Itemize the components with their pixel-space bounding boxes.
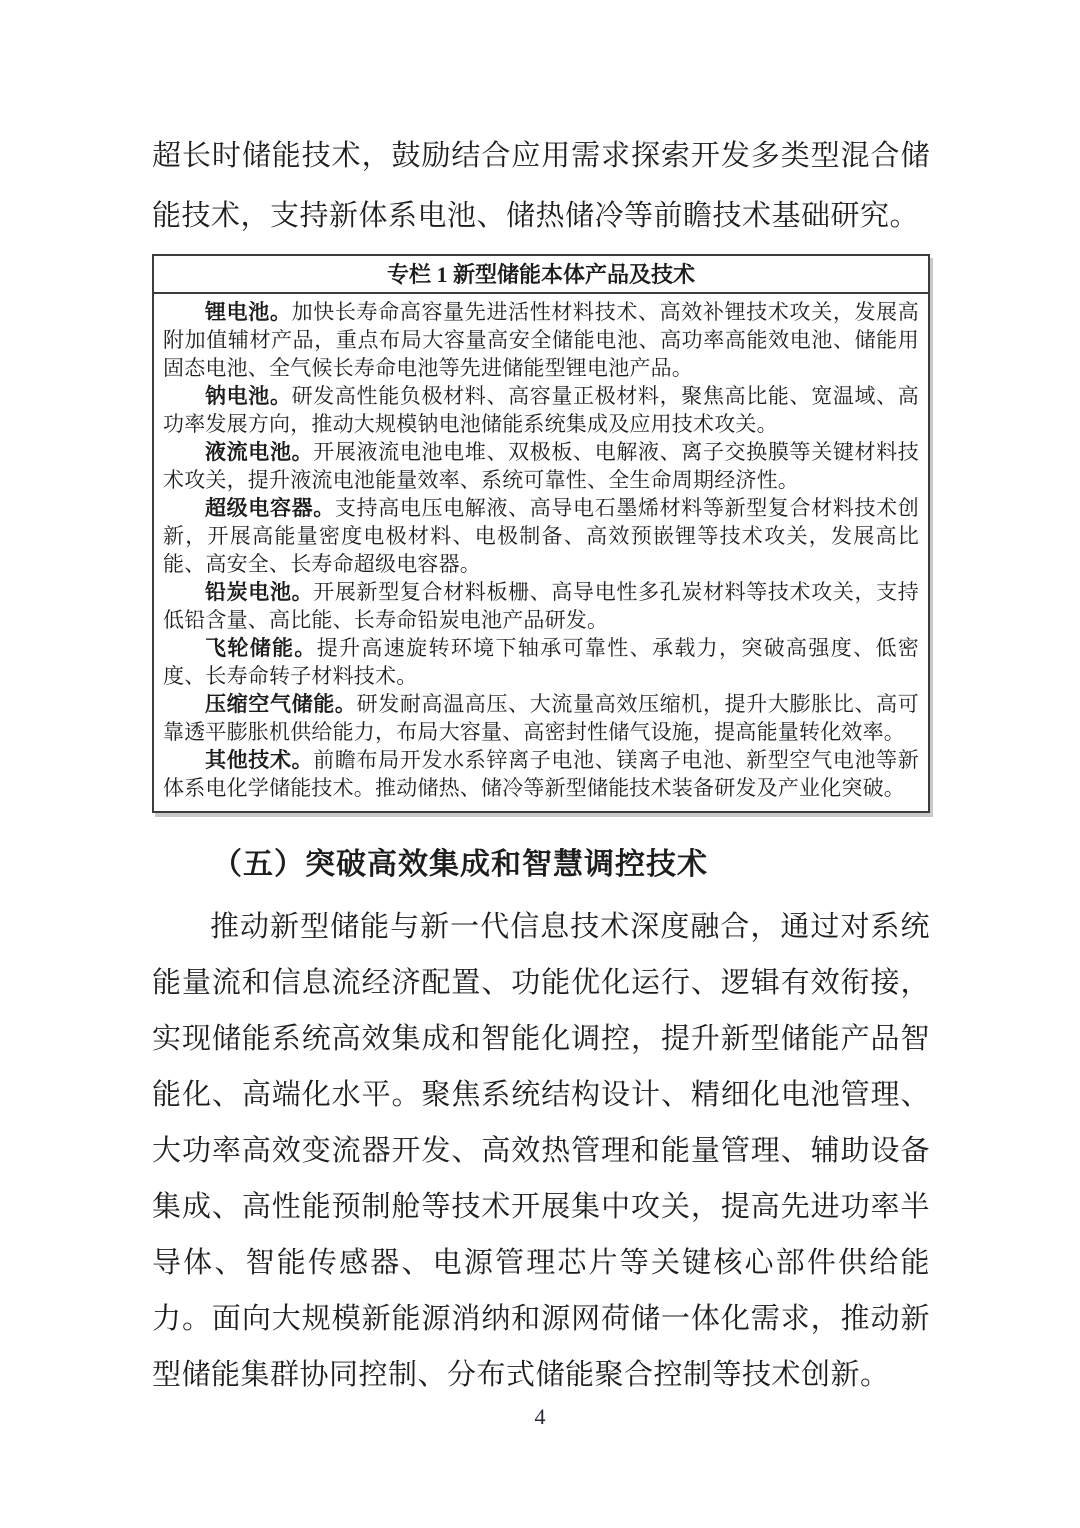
box-item-term: 飞轮储能。 bbox=[205, 636, 317, 660]
box-item-desc: 开展液流电池电堆、双极板、电解液、离子交换膜等关键材料技术攻关，提升液流电池能量效率、系统可靠性、全生命周期经济性。 bbox=[163, 440, 919, 492]
box-item-flywheel-storage bbox=[163, 634, 919, 690]
box-item-term: 其他技术。 bbox=[205, 748, 314, 772]
page-number: 4 bbox=[534, 1404, 546, 1429]
section-paragraph: 推动新型储能与新一代信息技术深度融合，通过对系统能量流和信息流经济配置、功能优化运行、逻辑有效衔接，实现储能系统高效集成和智能化调控，提升新型储能产品智能化、高端化水平。聚焦系统结构设计、精细化电池管理、大功率高效变流器开发、高效热管理和能量管理、辅助设备集成、高性能预制舱等技术开展集中攻关，提高先进功率半导体、智能传感器、电源管理芯片等关键核心部件供给能力。面向大规模新能源消纳和源网荷储一体化需求，推动新型储能集群协同控制、分布式储能聚合控制等技术创新。 bbox=[152, 911, 930, 1391]
box-item-term: 液流电池。 bbox=[205, 440, 314, 464]
column-box-body bbox=[154, 294, 928, 811]
box-item-term: 超级电容器。 bbox=[205, 496, 335, 520]
column-box-title: 专栏 1 新型储能本体产品及技术 bbox=[154, 256, 928, 294]
box-item-compressed-air-storage bbox=[163, 690, 919, 746]
box-item-desc: 研发高性能负极材料、高容量正极材料，聚焦高比能、宽温域、高功率发展方向，推动大规模钠电池储能系统集成及应用技术攻关。 bbox=[163, 384, 919, 436]
box-item-other-technologies bbox=[163, 746, 919, 802]
box-item-desc: 研发耐高温高压、大流量高效压缩机，提升大膨胀比、高可靠透平膨胀机供给能力，布局大容量、高密封性储气设施，提高能量转化效率。 bbox=[163, 692, 920, 744]
box-item-term: 铅炭电池。 bbox=[205, 580, 314, 604]
box-item-lithium-battery bbox=[163, 298, 919, 382]
box-item-lead-carbon-battery bbox=[163, 578, 919, 634]
box-item-supercapacitor bbox=[163, 494, 919, 578]
box-item-desc: 提升高速旋转环境下轴承可靠性、承载力，突破高强度、低密度、长寿命转子材料技术。 bbox=[163, 636, 920, 688]
box-item-desc: 加快长寿命高容量先进活性材料技术、高效补锂技术攻关，发展高附加值辅材产品，重点布局大容量高安全储能电池、高功率高能效电池、储能用固态电池、全气候长寿命电池等先进储能型锂电池产品。 bbox=[163, 300, 919, 380]
box-item-desc: 开展新型复合材料板栅、高导电性多孔炭材料等技术攻关，支持低铅含量、高比能、长寿命铅炭电池产品研发。 bbox=[163, 580, 919, 632]
box-item-term: 压缩空气储能。 bbox=[205, 692, 357, 716]
box-item-term: 钠电池。 bbox=[205, 384, 292, 408]
box-item-term: 锂电池。 bbox=[205, 300, 292, 324]
box-item-flow-battery bbox=[163, 438, 919, 494]
box-item-desc: 支持高电压电解液、高导电石墨烯材料等新型复合材料技术创新，开展高能量密度电极材料、电极制备、高效预嵌锂等技术攻关，发展高比能、高安全、长寿命超级电容器。 bbox=[163, 496, 919, 576]
box-item-desc: 前瞻布局开发水系锌离子电池、镁离子电池、新型空气电池等新体系电化学储能技术。推动储热、储冷等新型储能技术装备研发及产业化突破。 bbox=[163, 748, 919, 800]
box-item-sodium-battery bbox=[163, 382, 919, 438]
section-heading: （五）突破高效集成和智慧调控技术 bbox=[212, 848, 708, 881]
intro-paragraph: 超长时储能技术，鼓励结合应用需求探索开发多类型混合储能技术，支持新体系电池、储热储冷等前瞻技术基础研究。 bbox=[152, 140, 930, 232]
column-box bbox=[152, 254, 930, 813]
